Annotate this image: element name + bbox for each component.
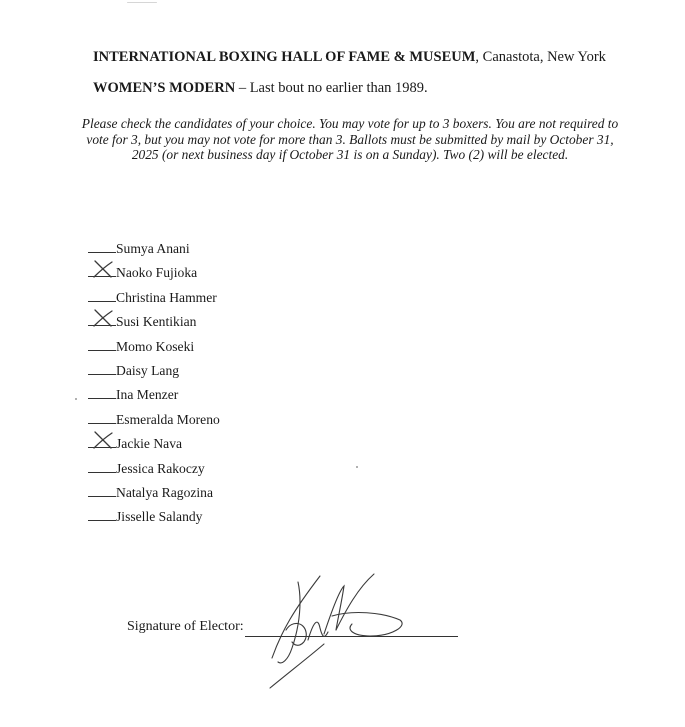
vote-checkbox-blank[interactable]	[88, 483, 116, 497]
candidate-row	[88, 361, 220, 385]
candidate-row	[88, 434, 220, 458]
vote-checkbox-blank[interactable]	[88, 434, 116, 448]
candidate-list	[88, 239, 220, 532]
candidate-row	[88, 507, 220, 531]
check-x-mark-icon	[91, 259, 115, 279]
candidate-row	[88, 312, 220, 336]
scan-speck	[356, 466, 358, 468]
vote-checkbox-blank[interactable]	[88, 263, 116, 277]
candidate-name: Momo Koseki	[116, 338, 195, 354]
candidate-name: Jessica Rakoczy	[116, 460, 205, 476]
voting-instructions: Please check the candidates of your choice. You may vote for up to 3 boxers. You are not required to vote for 3, but you may not vote for more than 3. Ballots must be submitted by mail by October 31, 2025 (or next business day if October 31 is on a Sunday). Two (2) will be elected.	[81, 116, 619, 163]
vote-checkbox-blank[interactable]	[88, 312, 116, 326]
ballot-category	[93, 80, 428, 97]
ballot-header	[93, 49, 606, 66]
candidate-name: Natalya Ragozina	[116, 484, 214, 500]
candidate-name: Jackie Nava	[116, 436, 183, 452]
scan-speck	[75, 398, 77, 400]
candidate-name: Christina Hammer	[116, 289, 217, 305]
candidate-row	[88, 459, 220, 483]
organization-name: INTERNATIONAL BOXING HALL OF FAME & MUSEUM	[93, 49, 476, 65]
vote-checkbox-blank[interactable]	[88, 337, 116, 351]
category-rule: – Last bout no earlier than 1989.	[235, 80, 428, 96]
vote-checkbox-blank[interactable]	[88, 288, 116, 302]
candidate-name: Daisy Lang	[116, 362, 180, 378]
vote-checkbox-blank[interactable]	[88, 507, 116, 521]
check-x-mark-icon	[91, 430, 115, 450]
candidate-name: Sumya Anani	[116, 241, 190, 256]
vote-checkbox-blank[interactable]	[88, 385, 116, 399]
candidate-row	[88, 385, 220, 409]
candidate-name: Esmeralda Moreno	[116, 411, 220, 427]
candidate-name: Jisselle Salandy	[116, 509, 203, 525]
candidate-row	[88, 483, 220, 507]
category-name: WOMEN’S MODERN	[93, 80, 236, 96]
signature-label: Signature of Elector:	[127, 619, 244, 634]
handwritten-signature	[262, 570, 412, 700]
vote-checkbox-blank[interactable]	[88, 239, 116, 253]
vote-checkbox-blank[interactable]	[88, 361, 116, 375]
vote-checkbox-blank[interactable]	[88, 410, 116, 424]
candidate-row	[88, 263, 220, 287]
candidate-name: Ina Menzer	[116, 387, 179, 403]
candidate-name: Naoko Fujioka	[116, 265, 198, 281]
organization-location: , Canastota, New York	[475, 49, 606, 65]
check-x-mark-icon	[91, 308, 115, 328]
scan-speck	[127, 2, 157, 3]
candidate-row	[88, 337, 220, 361]
candidate-name: Susi Kentikian	[116, 314, 197, 330]
vote-checkbox-blank[interactable]	[88, 459, 116, 473]
